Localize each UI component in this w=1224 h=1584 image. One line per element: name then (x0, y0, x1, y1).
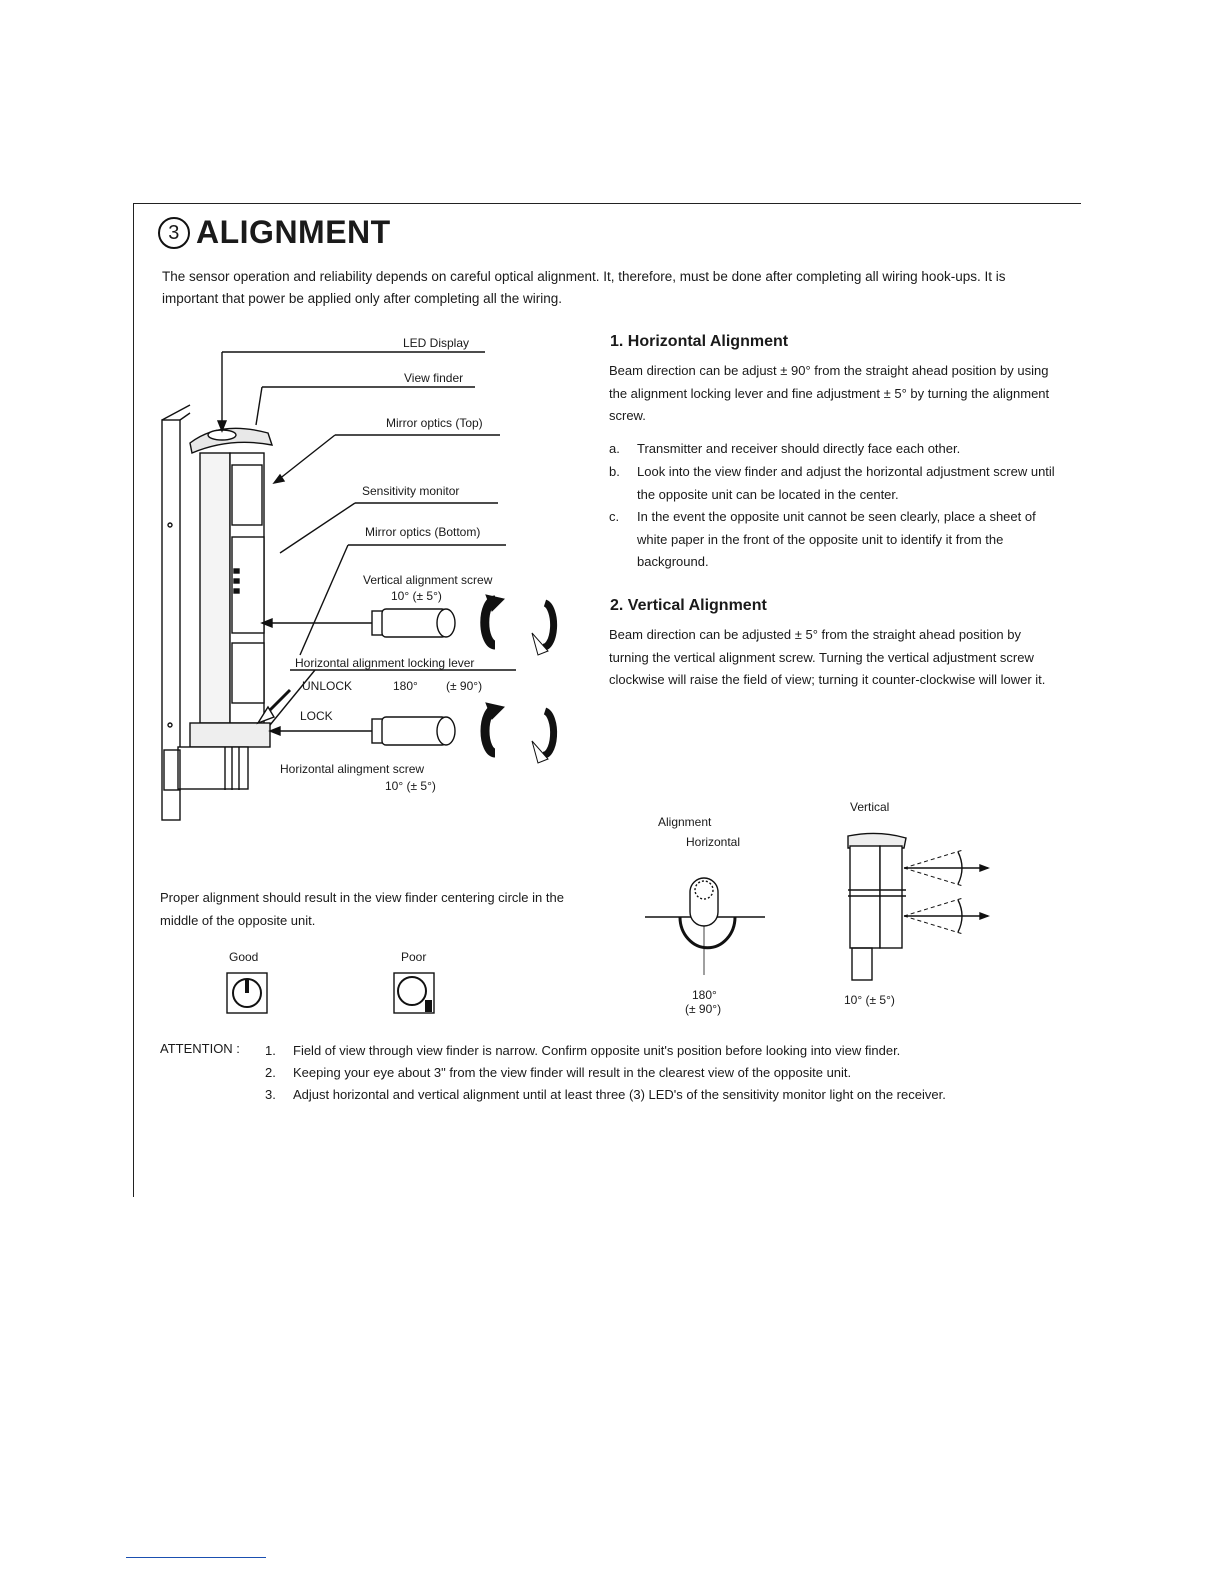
label-mirror-bottom: Mirror optics (Bottom) (365, 525, 481, 539)
intro-paragraph: The sensor operation and reliability depends on careful optical alignment. It, therefore, must be done after completing all wiring hook-ups. It is important that power be applied only after completing all the wiring. (162, 269, 1006, 306)
label-horizontal-lever: Horizontal alignment locking lever (295, 656, 475, 670)
screwdriver-horizontal (270, 717, 455, 745)
label-unlock: UNLOCK (302, 679, 353, 693)
label-lever-range-a: 180° (393, 679, 418, 693)
label-led-display: LED Display (403, 336, 470, 350)
label-horizontal-screw: Horizontal alingment screw (280, 762, 425, 776)
label-vertical-screw: Vertical alignment screw (363, 573, 493, 587)
left-rule (133, 203, 134, 1197)
mirror-bottom-block (232, 643, 264, 703)
vertical-alignment-figure (838, 828, 998, 988)
fig-label-horizontal: Horizontal (686, 835, 741, 849)
attention-label: ATTENTION : (160, 1041, 240, 1056)
label-view-finder: View finder (404, 371, 464, 385)
heading-vertical-alignment: 2. Vertical Alignment (610, 597, 767, 614)
rotation-arrows-horizontal (485, 703, 554, 763)
fig-h-range-b: (± 90°) (685, 1002, 722, 1016)
label-sensitivity-monitor: Sensitivity monitor (362, 484, 460, 498)
footer-rule (126, 1557, 266, 1558)
unit-body (200, 453, 230, 723)
section-number: 3 (158, 217, 190, 249)
horizontal-alignment-body: Beam direction can be adjust ± 90° from the straight ahead position by using the alignment locking lever and fine adjustment ± 5° by turning the alignment screw. (609, 363, 1050, 423)
fig-h-range-a: 180° (692, 988, 717, 1002)
rotation-arrows-vertical (485, 595, 554, 655)
label-mirror-top: Mirror optics (Top) (386, 416, 483, 430)
top-rule (133, 203, 1081, 204)
mirror-top-block (232, 465, 262, 525)
horizontal-alignment-figure (640, 860, 780, 980)
good-example-icon (226, 972, 268, 1014)
label-lever-range-b: (± 90°) (446, 679, 483, 693)
fig-v-range: 10° (± 5°) (844, 993, 895, 1007)
fig-label-vertical: Vertical (850, 800, 890, 814)
heading-horizontal-alignment: 1. Horizontal Alignment (610, 333, 789, 350)
section-title (158, 214, 391, 251)
label-vertical-screw-range: 10° (± 5°) (391, 589, 442, 603)
proper-alignment-note: Proper alignment should result in the view finder centering circle in the middle of the opposite unit. (160, 890, 564, 928)
poor-label: Poor (401, 950, 427, 964)
poor-example-icon (393, 972, 435, 1014)
screwdriver-vertical (262, 609, 455, 637)
label-horizontal-screw-range: 10° (± 5°) (385, 779, 436, 793)
fig-label-alignment: Alignment (658, 815, 712, 829)
good-label: Good (229, 950, 259, 964)
page-title: ALIGNMENT (196, 214, 391, 250)
label-lock: LOCK (300, 709, 333, 723)
vertical-alignment-body: Beam direction can be adjusted ± 5° from the straight ahead position by turning the vertical alignment screw. Turning the vertical adjustment screw clockwise will raise the field of view; turning it counter-clockwise will lower it. (609, 627, 1046, 687)
